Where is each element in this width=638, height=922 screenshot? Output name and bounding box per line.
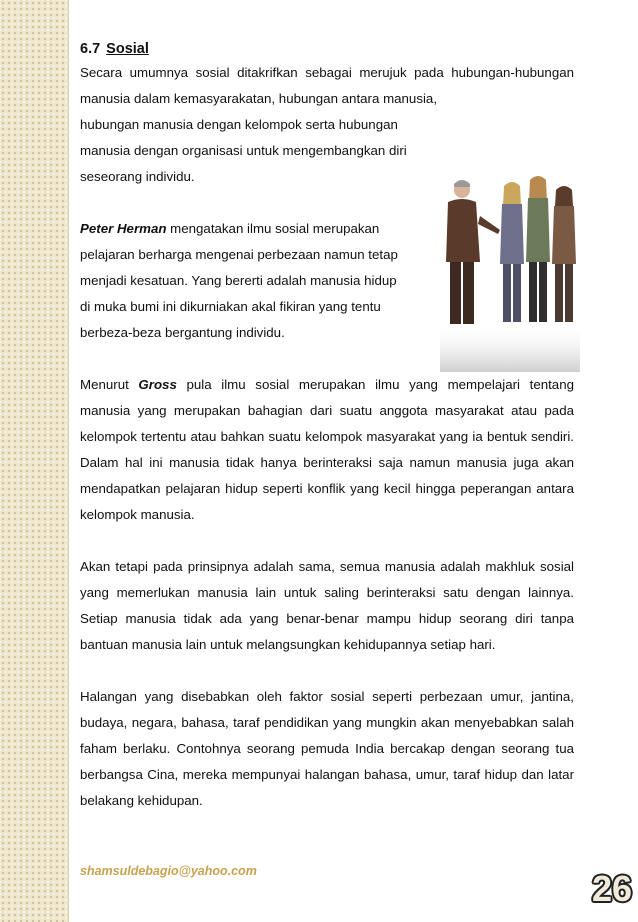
business-people-illustration: [440, 172, 580, 372]
section-title: Sosial: [106, 41, 149, 57]
paragraph-3: Menurut Gross pula ilmu sosial merupakan ilmu yang mempelajari tentang manusia yang merupakan bahagian dari suatu anggota masyarakat atau pada kelompok tertentu atau bahkan suatu kelompok masyarakat yang ia bentuk sendiri. Dalam hal ini manusia tidak hanya berinteraksi saja namun manusia juga akan mendapatkan pelajaran hidup seperti konflik yang kecil hingga peperangan antara kelompok manusia.: [80, 377, 574, 522]
page-content: [80, 38, 574, 814]
section-heading: [80, 38, 574, 60]
decorative-left-border: [0, 0, 69, 922]
section-number: 6.7: [80, 41, 101, 57]
paragraph-5: Halangan yang disebabkan oleh faktor sosial seperti perbezaan umur, jantina, budaya, negara, bahasa, taraf pendidikan yang mungkin akan menyebabkan salah faham berlaku. Contohnya seorang pemuda India bercakap dengan seorang tua berbangsa Cina, mereka mempunyai halangan bahasa, umur, taraf hidup dan latar belakang kehidupan.: [80, 689, 574, 808]
paragraph-2: Peter Herman mengatakan ilmu sosial merupakan pelajaran berharga mengenai perbezaan namun tetap menjadi kesatuan. Yang bererti adalah manusia hidup di muka bumi ini dikurniakan akal fikiran yang tentu berbeza-beza bergantung individu.: [80, 221, 398, 340]
author-name-gross: Gross: [138, 377, 177, 392]
page-number: 26: [591, 868, 632, 909]
footer-email: shamsuldebagio@yahoo.com: [80, 864, 257, 878]
author-name-peter-herman: Peter Herman: [80, 221, 167, 236]
paragraph-4: Akan tetapi pada prinsipnya adalah sama, semua manusia adalah makhluk sosial yang memerlukan manusia lain untuk saling berinteraksi satu dengan lainnya. Setiap manusia tidak ada yang benar-benar mampu hidup seorang diri tanpa bantuan manusia lain untuk melangsungkan kehidupannya setiap hari.: [80, 559, 574, 652]
paragraph-1: Secara umumnya sosial ditakrifkan sebagai merujuk pada hubungan-hubungan manusia dalam kemasyarakatan, hubungan antara manusia, hubungan manusia dengan kelompok serta hubungan manusia dengan organisasi untuk mengembangkan diri seseorang individu.: [80, 65, 574, 184]
